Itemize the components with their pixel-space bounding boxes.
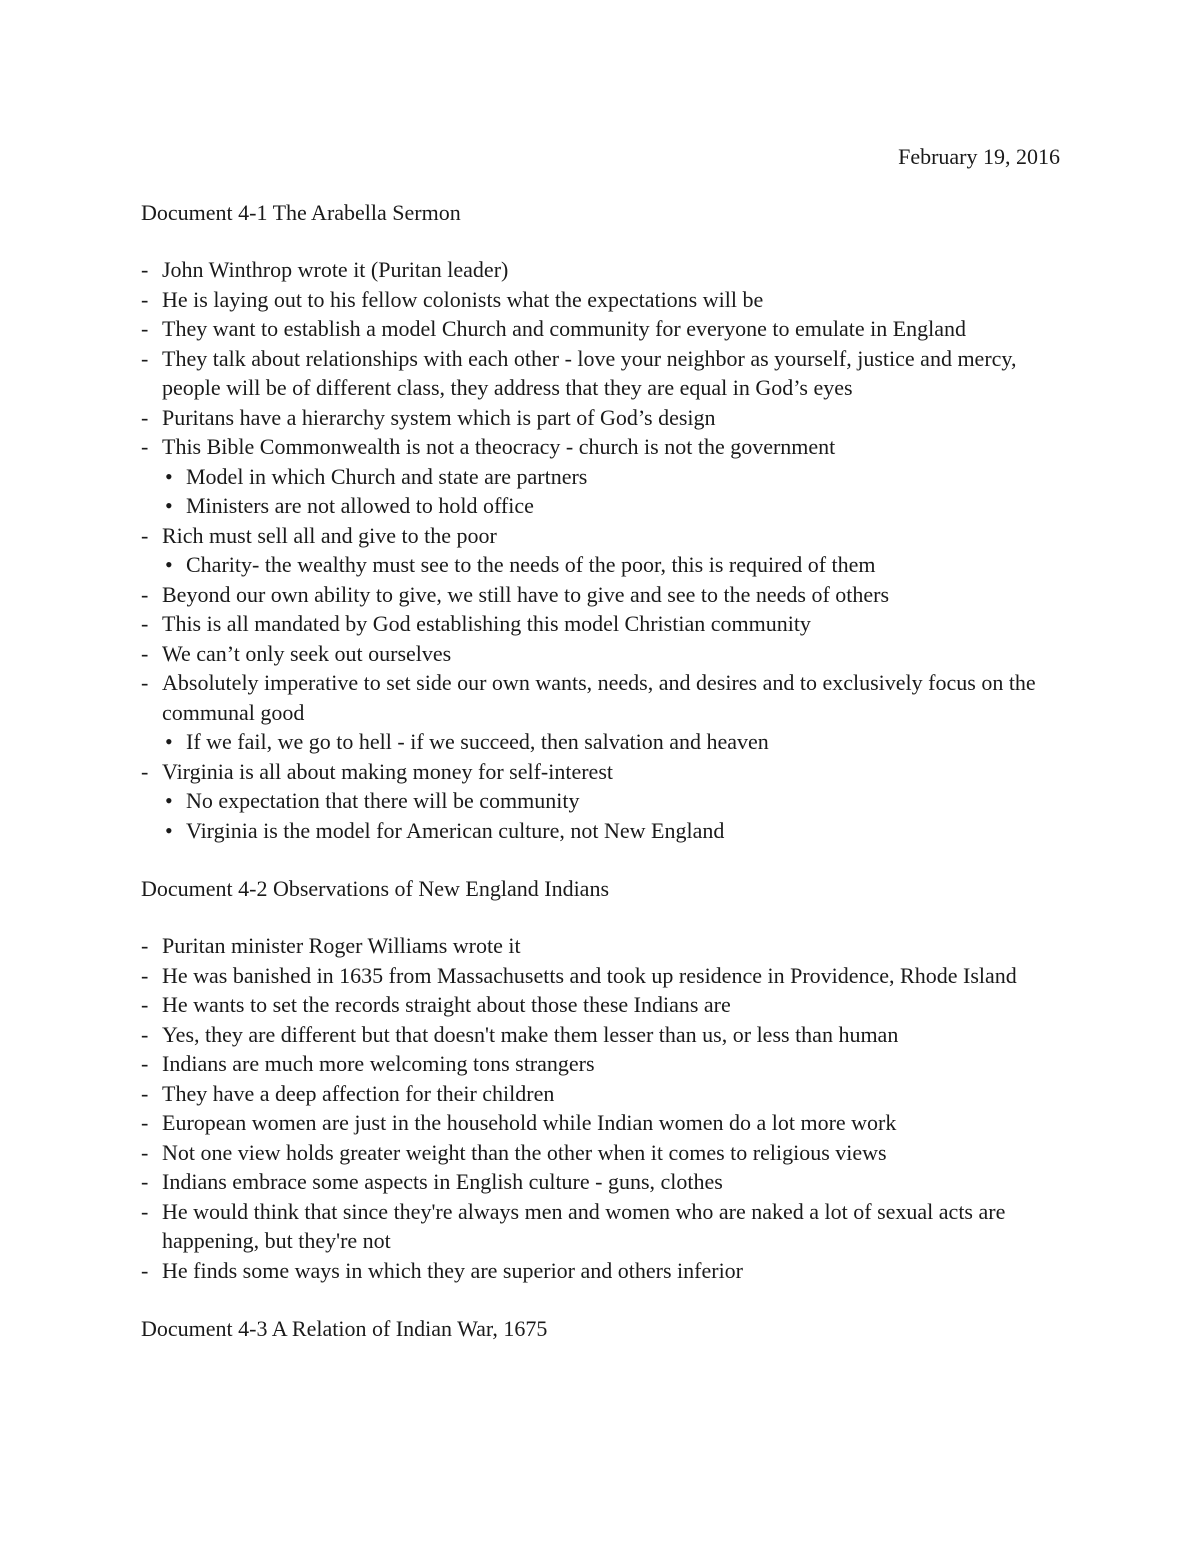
list-item: [141, 668, 1061, 727]
dash-bullet-icon: -: [141, 1198, 149, 1224]
list-item-text: This is all mandated by God establishing this model Christian community: [162, 611, 811, 636]
list-item: [141, 314, 1061, 344]
dash-bullet-icon: -: [141, 670, 149, 695]
list-item-text: Not one view holds greater weight than the other when it comes to religious views: [162, 1139, 887, 1165]
list-item: [141, 990, 1061, 1020]
dash-bullet-icon: -: [141, 1169, 149, 1194]
list-item: [141, 961, 1061, 991]
notes-list: [141, 255, 1061, 845]
dash-bullet-icon: -: [141, 992, 149, 1017]
list-item: [141, 1079, 1061, 1109]
dash-bullet-icon: -: [141, 611, 149, 636]
dash-bullet-icon: -: [141, 316, 149, 341]
dash-bullet-icon: -: [141, 758, 149, 784]
dash-bullet-icon: -: [141, 962, 149, 988]
list-item-text: He would think that since they're always men and women who are naked a lot of sexual acts are happening, but they're not: [162, 1198, 1006, 1253]
document-date: February 19, 2016: [898, 144, 1060, 169]
dash-bullet-icon: -: [141, 345, 149, 371]
section-heading: Document 4-2 Observations of New England Indians: [141, 876, 610, 901]
list-item-text: Puritan minister Roger Williams wrote it: [162, 933, 521, 958]
dot-bullet-icon: •: [165, 788, 173, 813]
list-item-text: We can’t only seek out ourselves: [162, 640, 452, 666]
list-item: [141, 1108, 1061, 1138]
sub-list-item-text: If we fail, we go to hell - if we succeed, then salvation and heaven: [186, 729, 769, 754]
dot-bullet-icon: •: [165, 817, 173, 843]
dot-bullet-icon: •: [165, 493, 173, 518]
dash-bullet-icon: -: [141, 404, 149, 430]
list-item: [141, 1256, 1061, 1286]
dot-bullet-icon: •: [165, 552, 173, 577]
list-item: [141, 255, 1061, 285]
document-section: [141, 198, 1061, 845]
list-item-text: He is laying out to his fellow colonists what the expectations will be: [162, 286, 764, 312]
list-item: [141, 609, 1061, 639]
list-item: [141, 344, 1061, 403]
list-item: [141, 931, 1061, 961]
list-item-text: He was banished in 1635 from Massachusetts and took up residence in Providence, Rhode Island: [162, 962, 1017, 988]
dash-bullet-icon: -: [141, 581, 149, 607]
list-item-text: They have a deep affection for their children: [162, 1080, 555, 1106]
sub-list-item-text: Model in which Church and state are partners: [186, 463, 588, 489]
dash-bullet-icon: -: [141, 1051, 149, 1076]
list-item: [141, 403, 1061, 433]
section-heading: Document 4-3 A Relation of Indian War, 1675: [141, 1316, 548, 1341]
dash-bullet-icon: -: [141, 434, 149, 459]
list-item-text: Rich must sell all and give to the poor: [162, 522, 497, 548]
list-item: [141, 1020, 1061, 1050]
list-item: [141, 639, 1061, 669]
dot-bullet-icon: •: [165, 463, 173, 489]
dash-bullet-icon: -: [141, 1021, 149, 1047]
sub-list-item: [141, 550, 1061, 580]
list-item: [141, 1138, 1061, 1168]
sub-list-item: [141, 462, 1061, 492]
dash-bullet-icon: -: [141, 933, 149, 958]
sub-list-item: [141, 491, 1061, 521]
list-item-text: Indians are much more welcoming tons strangers: [162, 1051, 595, 1076]
list-item-text: He finds some ways in which they are superior and others inferior: [162, 1257, 744, 1283]
list-item-text: John Winthrop wrote it (Puritan leader): [162, 257, 509, 282]
dash-bullet-icon: -: [141, 286, 149, 312]
list-item-text: He wants to set the records straight about those these Indians are: [162, 992, 731, 1017]
sub-list-item-text: Ministers are not allowed to hold office: [186, 493, 534, 518]
document-body: [141, 198, 1061, 1344]
list-item-text: Beyond our own ability to give, we still have to give and see to the needs of others: [162, 581, 890, 607]
sub-list-item-text: Charity- the wealthy must see to the needs of the poor, this is required of them: [186, 552, 876, 577]
sub-list-item: [141, 816, 1061, 846]
dash-bullet-icon: -: [141, 1257, 149, 1283]
sub-list-item-text: No expectation that there will be community: [186, 788, 580, 813]
dot-bullet-icon: •: [165, 729, 173, 754]
list-item: [141, 580, 1061, 610]
section-heading: Document 4-1 The Arabella Sermon: [141, 200, 461, 225]
document-section: [141, 1314, 1061, 1344]
list-item-text: Absolutely imperative to set side our own wants, needs, and desires and to exclusively focus on the communal good: [162, 670, 1036, 725]
list-item-text: Virginia is all about making money for self-interest: [162, 758, 613, 784]
list-item: [141, 1167, 1061, 1197]
sub-list-item: [141, 727, 1061, 757]
list-item-text: They talk about relationships with each other - love your neighbor as yourself, justice and mercy, people will be of different class, they address that they are equal in God’s eyes: [162, 345, 1017, 400]
dash-bullet-icon: -: [141, 1110, 149, 1135]
list-item: [141, 285, 1061, 315]
sub-list-item-text: Virginia is the model for American culture, not New England: [186, 817, 725, 843]
list-item: [141, 1049, 1061, 1079]
list-item-text: This Bible Commonwealth is not a theocracy - church is not the government: [162, 434, 836, 459]
list-item: [141, 432, 1061, 462]
dash-bullet-icon: -: [141, 1080, 149, 1106]
dash-bullet-icon: -: [141, 1139, 149, 1165]
dash-bullet-icon: -: [141, 257, 149, 282]
list-item-text: Indians embrace some aspects in English culture - guns, clothes: [162, 1169, 723, 1194]
dash-bullet-icon: -: [141, 522, 149, 548]
list-item-text: They want to establish a model Church and community for everyone to emulate in England: [162, 316, 967, 341]
dash-bullet-icon: -: [141, 640, 149, 666]
sub-list-item: [141, 786, 1061, 816]
list-item: [141, 521, 1061, 551]
list-item-text: Yes, they are different but that doesn't make them lesser than us, or less than human: [162, 1021, 899, 1047]
list-item-text: European women are just in the household while Indian women do a lot more work: [162, 1110, 897, 1135]
notes-list: [141, 931, 1061, 1285]
list-item-text: Puritans have a hierarchy system which is part of God’s design: [162, 404, 716, 430]
list-item: [141, 1197, 1061, 1256]
list-item: [141, 757, 1061, 787]
document-section: [141, 874, 1061, 1285]
